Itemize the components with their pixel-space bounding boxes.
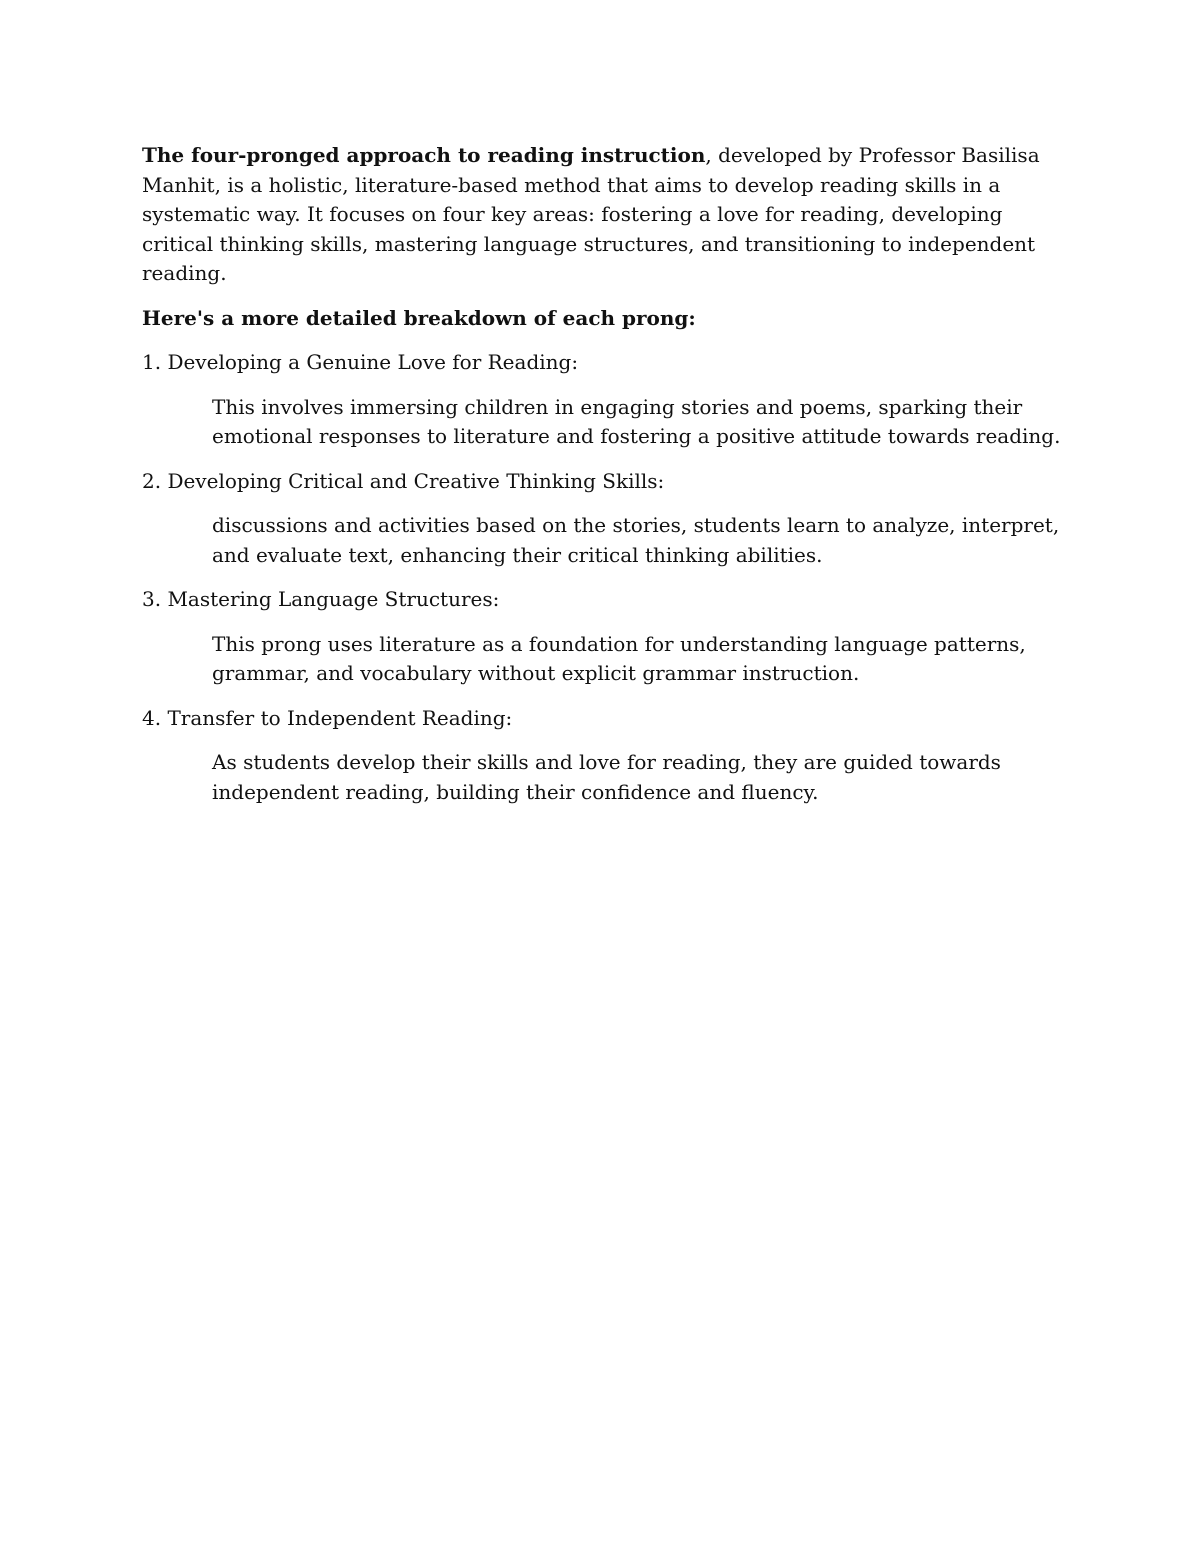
intro-bold-lead: The four-pronged approach to reading instruction: [142, 143, 706, 167]
intro-text: , developed by Professor Basilisa Manhit, is a holistic, literature-based method that aims to develop reading skills in a systematic way. It focuses on four key areas: fostering a love for reading, developing critical thinking skills, mastering language structures, and transitioning to independent reading.: [142, 143, 1040, 285]
breakdown-subheading: Here's a more detailed breakdown of each prong:: [142, 305, 696, 330]
prong-1-heading: 1. Developing a Genuine Love for Reading:: [142, 350, 579, 374]
prong-4-heading: 4. Transfer to Independent Reading:: [142, 705, 513, 730]
intro-paragraph: [142, 141, 1072, 289]
prong-4-body: As students develop their skills and love for reading, they are guided towards independent reading, building their confidence and fluency.: [212, 750, 1001, 804]
prong-3-body: This prong uses literature as a foundation for understanding language patterns, grammar, and vocabulary without explicit grammar instruction.: [212, 631, 1026, 685]
prong-2-heading: 2. Developing Critical and Creative Thinking Skills:: [142, 468, 665, 493]
prong-2-body: discussions and activities based on the stories, students learn to analyze, interpret, and evaluate text, enhancing their critical thinking abilities.: [212, 513, 1060, 567]
prong-1-body: This involves immersing children in engaging stories and poems, sparking their emotional responses to literature and fostering a positive attitude towards reading.: [212, 394, 1061, 448]
prong-3-heading: 3. Mastering Language Structures:: [142, 587, 500, 611]
document-content: [142, 141, 1072, 822]
